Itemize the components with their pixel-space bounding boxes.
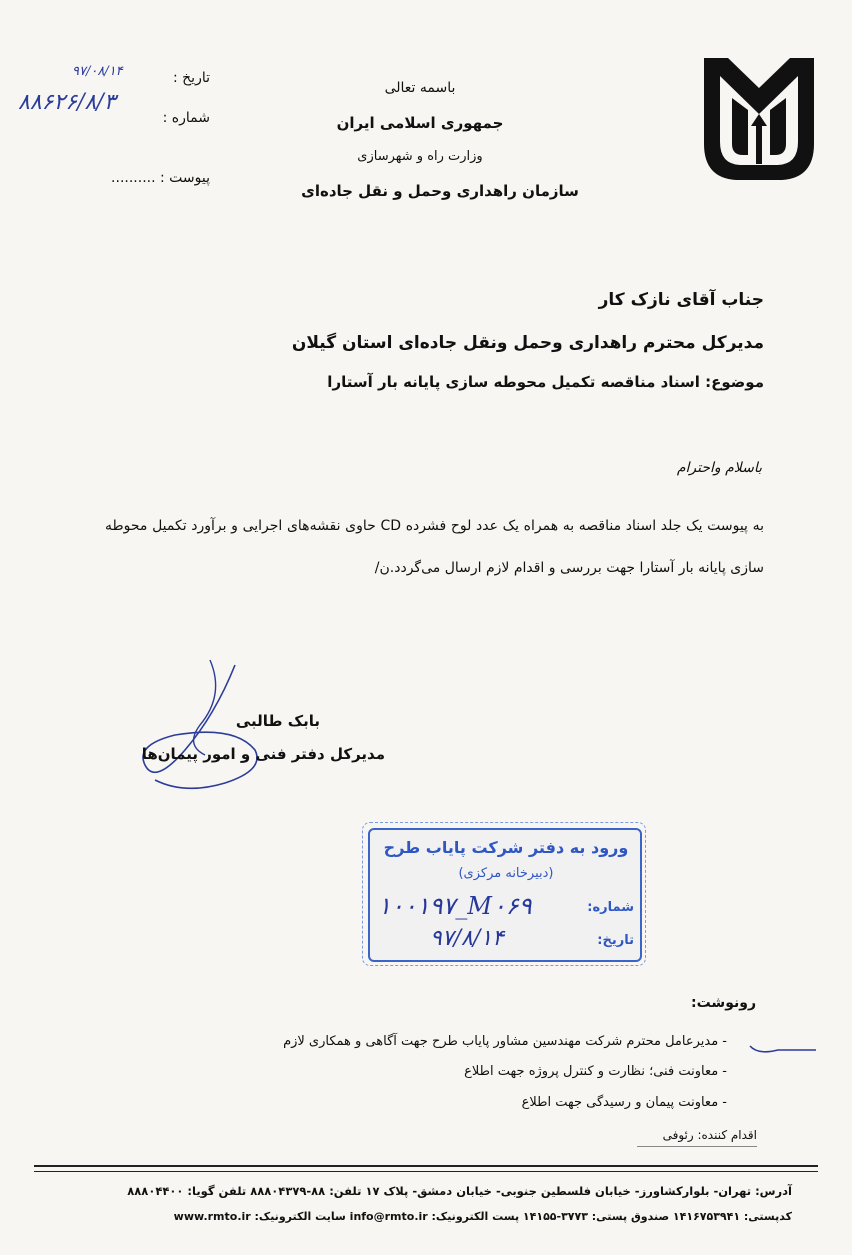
header-basmeh: باسمه تعالی <box>384 80 456 96</box>
stamp-number-label: شماره: <box>587 900 634 915</box>
letter-date-label: تاریخ : <box>172 70 210 86</box>
footer-contact: کدپستی: ۱۴۱۶۷۵۳۹۴۱ صندوق پستی: ۳۷۷۳-۱۴۱۵۵ پست الکترونیک: info@rmto.ir سایت الکترونیک: www.rmto.ir <box>173 1210 792 1223</box>
stamp-date-label: تاریخ: <box>597 933 634 948</box>
addressee-name: جناب آقای نازک کار <box>598 290 764 310</box>
copy-recipient-3: - معاونت پیمان و رسیدگی جهت اطلاع <box>521 1095 727 1110</box>
header-organization: سازمان راهداری وحمل و نقل جاده‌ای <box>301 182 579 200</box>
footer-rule <box>34 1165 818 1167</box>
letter-date-value: ۹۷/۰۸/۱۴ <box>72 64 123 79</box>
copy-recipient-2: - معاونت فنی؛ نظارت و کنترل پروژه جهت اطلاع <box>464 1064 727 1079</box>
addressee-title: مدیرکل محترم راهداری وحمل ونقل جاده‌ای استان گیلان <box>291 333 764 353</box>
stamp-date-value: ۹۷/۸/۱۴ <box>430 926 504 951</box>
footer-address: آدرس: تهران- بلوارکشاورز- خیابان فلسطین جنوبی- خیابان دمشق- پلاک ۱۷ تلفن: ۸۸-۸۸۸۰۴۳۷۹ تلفن گویا: ۸۸۸۰۴۴۰۰ <box>127 1184 792 1198</box>
copy-recipient-1: - مدیرعامل محترم شرکت مهندسین مشاور پایاب طرح جهت آگاهی و همکاری لازم <box>283 1034 727 1049</box>
header-ministry: وزارت راه و شهرسازی <box>357 149 483 164</box>
organization-logo-icon <box>698 52 820 186</box>
handwritten-signature-icon <box>115 655 275 805</box>
letter-subject: موضوع: اسناد مناقصه تکمیل محوطه سازی پایانه بار آستارا <box>327 373 764 391</box>
received-stamp <box>368 828 642 962</box>
handwritten-mark-icon <box>748 1043 818 1057</box>
letter-body: به پیوست یک جلد اسناد مناقصه به همراه یک عدد لوح فشرده CD حاوی نقشه‌های اجرایی و برآورد تکمیل محوطه سازی پایانه بار آستارا جهت بررسی و اقدام لازم ارسال می‌گردد.ن/ <box>105 518 765 576</box>
stamp-number-value: ۱۰۰۱۹۷_M۰۶۹ <box>378 892 532 920</box>
action-by: اقدام کننده: رئوفی <box>662 1128 757 1142</box>
letter-attachment: پیوست : .......... <box>111 170 210 186</box>
copies-title: رونوشت: <box>691 995 756 1011</box>
greeting: باسلام واحترام <box>676 460 762 476</box>
letter-number-label: شماره : <box>162 110 210 126</box>
signer-name: بابک طالبی <box>235 712 320 730</box>
header-country: جمهوری اسلامی ایران <box>336 114 504 132</box>
letter-number-value: ۸۸۶۲۶/۸/۳ <box>18 90 116 115</box>
footer-rule-thin <box>34 1171 818 1172</box>
stamp-title: ورود به دفتر شرکت پایاب طرح <box>383 838 629 857</box>
signer-title: مدیرکل دفتر فنی و امور پیمان‌ها <box>141 745 385 763</box>
stamp-subtitle: (دبیرخانه مرکزی) <box>458 866 554 881</box>
action-by-underline <box>637 1146 757 1147</box>
